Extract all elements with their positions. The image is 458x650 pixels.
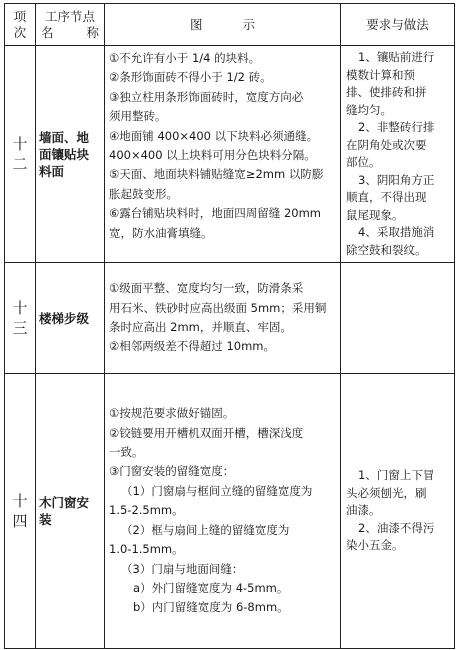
row-index: 十 三: [5, 263, 36, 374]
row-node-name: 楼梯步级: [36, 263, 105, 374]
row-figure-text: ①级面平整、宽度均匀一致，防滑条采 用石米、铁砂时应高出级面 5mm；采用铜 条时应高出 2mm，并顺直、牢固。 ②相邻两级差不得超过 10mm。: [105, 263, 341, 374]
table-row: [5, 374, 455, 649]
table-header-row: [5, 4, 455, 46]
header-node-name: 工序节点 名 称: [36, 4, 105, 46]
row-figure-text: ①不允许有小于 1/4 的块料。 ②条形饰面砖不得小于 1/2 砖。 ③独立柱用条形饰面砖时，宽度方向必 须用整砖。 ④地面铺 400×400 以下块料必须通缝。 400×400 以上块料可用分色块料分隔。 ⑤天面、地面块料铺贴缝宽≥2mm 以防膨 胀起鼓变形。 ⑥露台铺贴块料时，地面四周留缝 20mm 宽，防水油膏填缝。: [105, 46, 341, 263]
header-index: 项 次: [5, 4, 36, 46]
row-figure-text: ①按规范要求做好锚固。 ②铰链要用开槽机双面开槽，槽深浅度 一致。 ③门窗安装的留缝宽度： （1）门窗扇与框间立缝的留缝宽度为 1.5-2.5mm。 （2）框与扇间上缝的留缝宽度为 1.0-1.5mm。 （3）门扇与地面间缝： a）外门留缝宽度为 4-5mm。 b）内门留缝宽度为 6-8mm。: [105, 374, 341, 649]
table-row: [5, 46, 455, 263]
row-node-name: 木门窗安 装: [36, 374, 105, 649]
row-requirements: 1、镶贴前进行 模数计算和预 排、使排砖和拼 缝均匀。 2、非整砖行排 在阴角处或次要 部位。 3、阴阳角方正 顺直，不得出现 鼠尾现象。 4、采取措施消 除空鼓和裂纹。: [341, 46, 455, 263]
row-index: 十 二: [5, 46, 36, 263]
header-figure: 图示: [105, 4, 341, 46]
row-requirements: [341, 263, 455, 374]
table-row: [5, 263, 455, 374]
row-index: 十 四: [5, 374, 36, 649]
row-requirements: 1、门窗上下冒 头必须刨光，刷 油漆。 2、油漆不得污 染小五金。: [341, 374, 455, 649]
row-node-name: 墙面、地 面镶贴块 料面: [36, 46, 105, 263]
header-requirements: 要求与做法: [341, 4, 455, 46]
construction-spec-table: [4, 3, 455, 649]
construction-spec-table-frame: [4, 3, 454, 646]
